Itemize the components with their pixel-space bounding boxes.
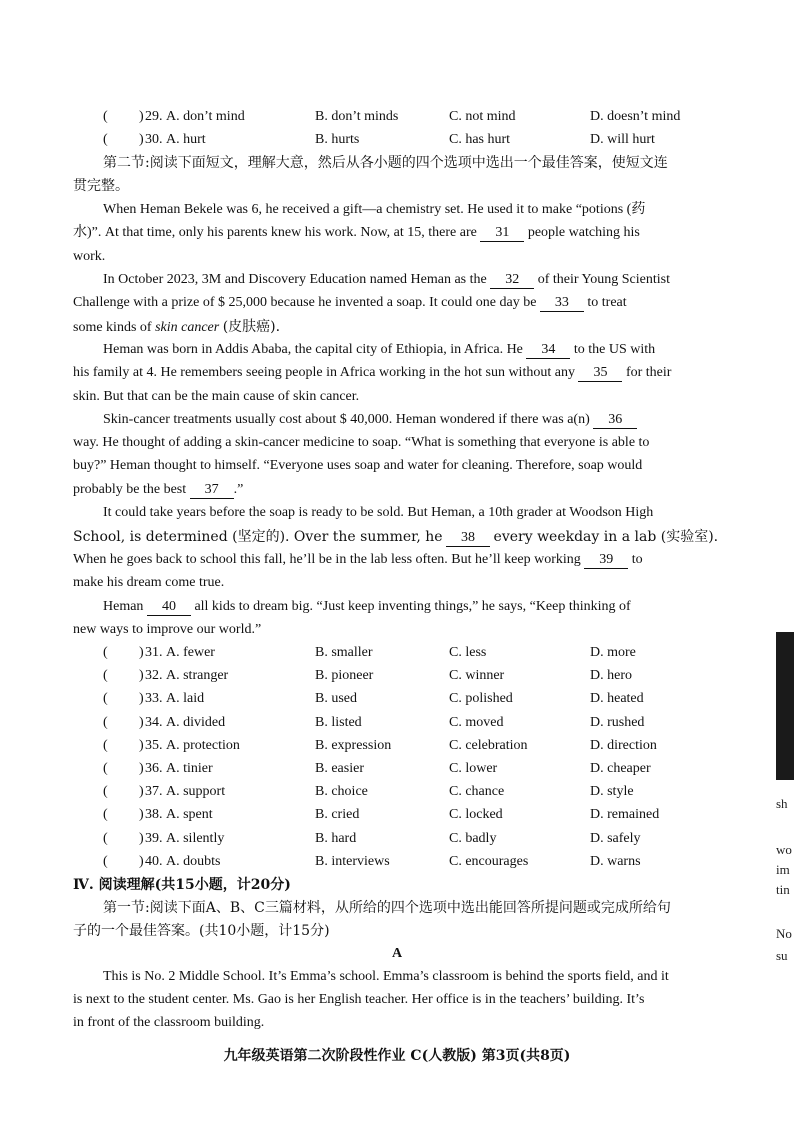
passage-a-line1: This is No. 2 Middle School. It’s Emma’s school. Emma’s classroom is behind the sports field, and it xyxy=(103,969,669,984)
blank-34: 34 xyxy=(526,342,570,359)
option-a: A. don’t mind xyxy=(166,109,245,124)
question-number: 35. xyxy=(145,737,163,753)
edge-fragment: im xyxy=(776,862,790,877)
answer-paren-close: ) xyxy=(139,691,144,707)
option-b: B. listed xyxy=(315,714,362,730)
blank-33: 33 xyxy=(540,295,584,312)
option-c: C. lower xyxy=(449,761,498,776)
passage-p3-line1 xyxy=(103,340,655,360)
option-c: C. not mind xyxy=(449,109,516,124)
passage-p4-line1 xyxy=(103,410,637,430)
blank-32: 32 xyxy=(490,272,534,289)
passage-text: every weekday in a lab (实验室). xyxy=(493,529,719,545)
option-a: A. stranger xyxy=(166,668,229,684)
question-35 xyxy=(103,736,703,756)
option-c: C. encourages xyxy=(449,853,529,869)
edge-fragment: wo xyxy=(776,842,792,857)
passage-text: Challenge with a prize of $ 25,000 because he invented a soap. It could one day be xyxy=(73,295,537,310)
option-c: C. has hurt xyxy=(449,132,511,147)
option-b: B. easier xyxy=(315,761,364,776)
question-number: 39. xyxy=(145,830,163,846)
answer-paren-close: ) xyxy=(139,132,144,147)
answer-paren-open: ( xyxy=(103,784,108,800)
option-d: D. will hurt xyxy=(590,132,655,147)
passage-p6-line2: new ways to improve our world.” xyxy=(73,622,262,637)
question-37 xyxy=(103,782,703,802)
option-a: A. laid xyxy=(166,691,205,707)
passage-text: .” xyxy=(233,482,244,497)
question-number: 34. xyxy=(145,714,163,730)
answer-paren-open: ( xyxy=(103,761,108,776)
blank-38: 38 xyxy=(446,530,490,547)
option-b: B. choice xyxy=(315,784,368,800)
answer-paren-open: ( xyxy=(103,645,108,660)
option-b: B. pioneer xyxy=(315,668,374,684)
option-b: B. interviews xyxy=(315,853,390,869)
question-29 xyxy=(103,107,703,127)
answer-paren-close: ) xyxy=(139,668,144,684)
option-d: D. style xyxy=(590,784,634,800)
passage-p4-line2: way. He thought of adding a skin-cancer medicine to soap. “What is something that everyone is able to xyxy=(73,435,650,450)
option-c: C. badly xyxy=(449,830,497,846)
answer-paren-open: ( xyxy=(103,668,108,684)
answer-paren-close: ) xyxy=(139,645,144,660)
option-d: D. heated xyxy=(590,691,644,707)
blank-37: 37 xyxy=(190,482,234,499)
option-d: D. remained xyxy=(590,807,660,823)
question-number: 29. xyxy=(145,109,163,124)
passage-p2-line2 xyxy=(73,293,627,313)
answer-paren-open: ( xyxy=(103,807,108,823)
passage-text: probably be the best xyxy=(73,482,187,497)
option-d: D. more xyxy=(590,645,636,660)
passage-text: of their Young Scientist xyxy=(537,272,670,287)
blank-39: 39 xyxy=(584,552,628,569)
passage-p5-line2 xyxy=(73,527,718,548)
passage-text: to treat xyxy=(587,295,627,310)
section4-instruction-line1: 第一节:阅读下面A、B、C三篇材料，从所给的四个选项中选出能回答所提问题或完成所给句 xyxy=(103,900,671,916)
passage-p4-line3: buy?” Heman thought to himself. “Everyone uses soap and water for cleaning. Therefore, soap would xyxy=(73,458,643,473)
passage-text: Heman xyxy=(103,599,144,614)
option-b: B. hard xyxy=(315,830,357,846)
question-32 xyxy=(103,666,703,686)
option-b: B. hurts xyxy=(315,132,360,147)
passage-text: In October 2023, 3M and Discovery Education named Heman as the xyxy=(103,272,487,287)
option-c: C. polished xyxy=(449,691,513,707)
answer-paren-close: ) xyxy=(139,714,144,730)
option-c: C. winner xyxy=(449,668,505,684)
passage-text: all kids to dream big. “Just keep inventing things,” he says, “Keep thinking of xyxy=(194,599,631,614)
option-b: B. used xyxy=(315,691,357,707)
answer-paren-open: ( xyxy=(103,109,108,124)
option-d: D. cheaper xyxy=(590,761,651,776)
question-number: 36. xyxy=(145,761,163,776)
passage-text: 水)”. At that time, only his parents knew his work. Now, at 15, there are xyxy=(73,225,477,240)
passage-p5-line3 xyxy=(73,550,643,570)
edge-fragment: No xyxy=(776,926,792,941)
option-d: D. warns xyxy=(590,853,641,869)
passage-text: School, is determined (坚定的). Over the summer, he xyxy=(73,529,443,545)
passage-p4-line4 xyxy=(73,480,243,500)
question-number: 32. xyxy=(145,668,163,684)
question-number: 31. xyxy=(145,645,163,660)
option-d: D. safely xyxy=(590,830,641,846)
passage-text: When he goes back to school this fall, he’ll be in the lab less often. But he’ll keep working xyxy=(73,552,581,567)
answer-paren-open: ( xyxy=(103,132,108,147)
page-footer: 九年级英语第二次阶段性作业 C(人教版) 第3页(共8页) xyxy=(223,1048,571,1064)
blank-36: 36 xyxy=(593,412,637,429)
option-a: A. fewer xyxy=(166,645,215,660)
passage-text: Heman was born in Addis Ababa, the capital city of Ethiopia, in Africa. He xyxy=(103,342,523,357)
answer-paren-close: ) xyxy=(139,761,144,776)
passage-p1-line2 xyxy=(73,223,640,243)
option-d: D. rushed xyxy=(590,714,645,730)
answer-paren-close: ) xyxy=(139,830,144,846)
option-c: C. moved xyxy=(449,714,504,730)
question-36 xyxy=(103,759,703,779)
passage-p5-line4: make his dream come true. xyxy=(73,575,225,590)
passage-p6-line1 xyxy=(103,597,631,617)
passage-italic-term: skin cancer xyxy=(155,320,220,335)
option-d: D. hero xyxy=(590,668,632,684)
answer-paren-open: ( xyxy=(103,737,108,753)
passage-p2-line3 xyxy=(73,317,280,338)
blank-31: 31 xyxy=(480,225,524,242)
passage-p1-line1: When Heman Bekele was 6, he received a gift—a chemistry set. He used it to make “potions (药 xyxy=(103,202,646,217)
option-b: B. don’t minds xyxy=(315,109,399,124)
passage-text: for their xyxy=(625,365,672,380)
option-d: D. doesn’t mind xyxy=(590,109,681,124)
answer-paren-close: ) xyxy=(139,807,144,823)
option-b: B. cried xyxy=(315,807,360,823)
edge-scan-artifact xyxy=(776,632,794,780)
answer-paren-open: ( xyxy=(103,830,108,846)
option-c: C. less xyxy=(449,645,487,660)
option-a: A. support xyxy=(166,784,226,800)
question-34 xyxy=(103,713,703,733)
option-a: A. divided xyxy=(166,714,226,730)
option-b: B. expression xyxy=(315,737,392,753)
option-a: A. hurt xyxy=(166,132,206,147)
passage-text: his family at 4. He remembers seeing people in Africa working in the hot sun without any xyxy=(73,365,575,380)
option-b: B. smaller xyxy=(315,645,373,660)
answer-paren-close: ) xyxy=(139,737,144,753)
option-c: C. celebration xyxy=(449,737,528,753)
edge-fragment: su xyxy=(776,948,788,963)
passage-text: to xyxy=(631,552,643,567)
passage-a-label: A xyxy=(391,946,403,961)
question-30 xyxy=(103,130,703,150)
option-a: A. spent xyxy=(166,807,213,823)
answer-paren-close: ) xyxy=(139,784,144,800)
option-d: D. direction xyxy=(590,737,657,753)
question-number: 37. xyxy=(145,784,163,800)
blank-40: 40 xyxy=(147,599,191,616)
answer-paren-close: ) xyxy=(139,853,144,869)
question-number: 40. xyxy=(145,853,163,869)
option-c: C. chance xyxy=(449,784,505,800)
passage-a-line2: is next to the student center. Ms. Gao is her English teacher. Her office is in the teachers’ building. It’s xyxy=(73,992,645,1007)
passage-text: to the US with xyxy=(573,342,656,357)
option-a: A. protection xyxy=(166,737,240,753)
answer-paren-close: ) xyxy=(139,109,144,124)
blank-35: 35 xyxy=(578,365,622,382)
passage-p3-line3: skin. But that can be the main cause of skin cancer. xyxy=(73,389,360,404)
answer-paren-open: ( xyxy=(103,691,108,707)
question-39 xyxy=(103,829,703,849)
question-number: 33. xyxy=(145,691,163,707)
edge-fragment: sh xyxy=(776,796,788,811)
passage-text: (皮肤癌). xyxy=(222,319,281,335)
passage-p1-line3: work. xyxy=(73,249,106,264)
passage-text: people watching his xyxy=(527,225,640,240)
passage-text: Skin-cancer treatments usually cost about $ 40,000. Heman wondered if there was a(n) xyxy=(103,412,590,427)
edge-fragment: tin xyxy=(776,882,790,897)
passage-p3-line2 xyxy=(73,363,671,383)
section4-heading: Ⅳ. 阅读理解(共15小题，计20分) xyxy=(73,877,291,893)
question-33 xyxy=(103,689,703,709)
section4-instruction-line2: 子的一个最佳答案。(共10小题，计15分) xyxy=(73,923,330,939)
option-a: A. silently xyxy=(166,830,225,846)
question-number: 38. xyxy=(145,807,163,823)
passage-a-line3: in front of the classroom building. xyxy=(73,1015,265,1030)
question-31 xyxy=(103,643,703,663)
question-38 xyxy=(103,805,703,825)
section2-instruction-line2: 贯完整。 xyxy=(73,178,129,194)
question-40 xyxy=(103,852,703,872)
passage-p5-line1: It could take years before the soap is ready to be sold. But Heman, a 10th grader at Woodson High xyxy=(103,505,654,520)
passage-p2-line1 xyxy=(103,270,670,290)
question-number: 30. xyxy=(145,132,163,147)
section2-instruction-line1: 第二节:阅读下面短文，理解大意，然后从各小题的四个选项中选出一个最佳答案，使短文连 xyxy=(103,155,668,171)
option-a: A. tinier xyxy=(166,761,213,776)
answer-paren-open: ( xyxy=(103,714,108,730)
answer-paren-open: ( xyxy=(103,853,108,869)
option-a: A. doubts xyxy=(166,853,221,869)
option-c: C. locked xyxy=(449,807,503,823)
passage-text: some kinds of xyxy=(73,320,152,335)
